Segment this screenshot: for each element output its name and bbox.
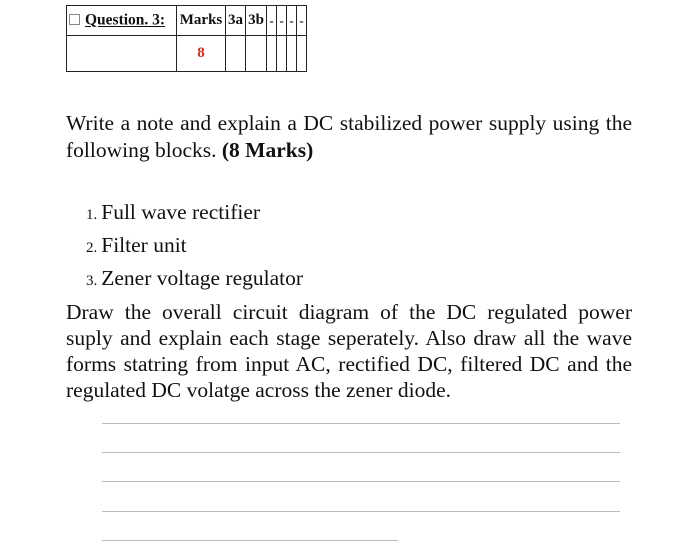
answer-line-3[interactable] — [102, 481, 620, 482]
checkbox-icon[interactable] — [69, 14, 80, 25]
list-item — [86, 265, 303, 298]
dash-header-3: - — [287, 6, 297, 36]
question-prompt — [66, 110, 632, 164]
list-item-number: 2. — [86, 240, 98, 256]
block-list — [86, 199, 303, 298]
list-item-label: Full wave rectifier — [101, 200, 261, 224]
prompt-text: Write a note and explain a DC stabilized power supply using the following blocks. — [66, 111, 632, 162]
list-item-label: Zener voltage regulator — [101, 266, 304, 290]
list-item-number: 1. — [86, 207, 98, 223]
prompt-marks-note: (8 Marks) — [221, 138, 314, 162]
dash-header-4: - — [297, 6, 307, 36]
instructions-paragraph: Draw the overall circuit diagram of the DC regulated power suply and explain each stage seperately. Also draw all the wave forms statring from input AC, rectified DC, filtered DC and the regulated DC volatge across the zener diode. — [66, 300, 632, 402]
question-label: Question. 3: — [85, 11, 166, 29]
question-header-table — [66, 5, 307, 72]
answer-line-4[interactable] — [102, 511, 620, 512]
dash-value-3 — [287, 36, 297, 72]
col-3b-header: 3b — [246, 6, 267, 36]
col-3b-value — [246, 36, 267, 72]
dash-value-4 — [297, 36, 307, 72]
dash-value-2 — [277, 36, 287, 72]
dash-header-1: - — [267, 6, 277, 36]
marks-value: 8 — [177, 36, 226, 72]
marks-header: Marks — [177, 6, 226, 36]
list-item-number: 3. — [86, 273, 98, 289]
dash-value-1 — [267, 36, 277, 72]
question-label-cell — [67, 6, 177, 36]
answer-line-1[interactable] — [102, 423, 620, 424]
col-3a-value — [226, 36, 246, 72]
dash-header-2: - — [277, 6, 287, 36]
answer-line-5[interactable] — [102, 540, 398, 541]
answer-line-2[interactable] — [102, 452, 620, 453]
col-3a-header: 3a — [226, 6, 246, 36]
question-blank-cell — [67, 36, 177, 72]
list-item — [86, 232, 303, 265]
list-item — [86, 199, 303, 232]
list-item-label: Filter unit — [101, 233, 187, 257]
